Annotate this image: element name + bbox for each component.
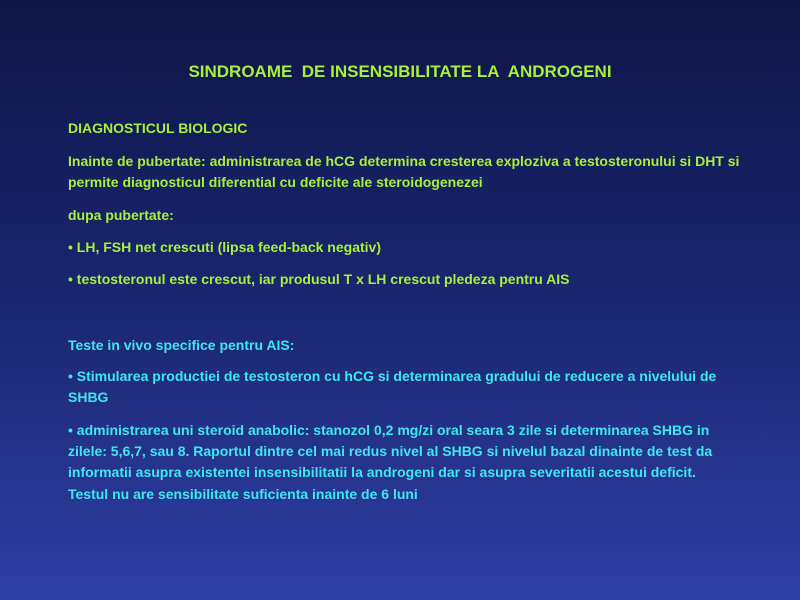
paragraph-after-puberty: dupa pubertate: xyxy=(68,207,174,223)
bullet-testosterone: • testosteronul este crescut, iar produsul T x LH crescut pledeza pentru AIS xyxy=(68,271,570,287)
section-heading-tests: Teste in vivo specifice pentru AIS: xyxy=(68,337,295,353)
bullet-hcg-shbg: • Stimularea productiei de testosteron cu hCG si determinarea gradului de reducere a nivelului de SHBG xyxy=(68,368,717,405)
note-sensitivity: Testul nu are sensibilitate suficienta inainte de 6 luni xyxy=(68,486,418,502)
paragraph-before-puberty: Inainte de pubertate: administrarea de hCG determina cresterea exploziva a testosteronului si DHT si permite diagnosticul diferential cu deficite ale steroidogenezei xyxy=(68,153,740,190)
bullet-stanozol: • administrarea uni steroid anabolic: stanozol 0,2 mg/zi oral seara 3 zile si determinarea SHBG in zilele: 5,6,7, sau 8. Raportul dintre cel mai redus nivel al SHBG si nivelul bazal dinainte de test da informatii asupra existentei insensibilitatii la androgeni dar si asupra severitatii acestui deficit. xyxy=(68,422,713,480)
slide-title: SINDROAME DE INSENSIBILITATE LA ANDROGENI xyxy=(188,62,612,81)
bullet-lh-fsh: • LH, FSH net crescuti (lipsa feed-back negativ) xyxy=(68,239,381,255)
section-heading-diagnostic: DIAGNOSTICUL BIOLOGIC xyxy=(68,120,248,136)
